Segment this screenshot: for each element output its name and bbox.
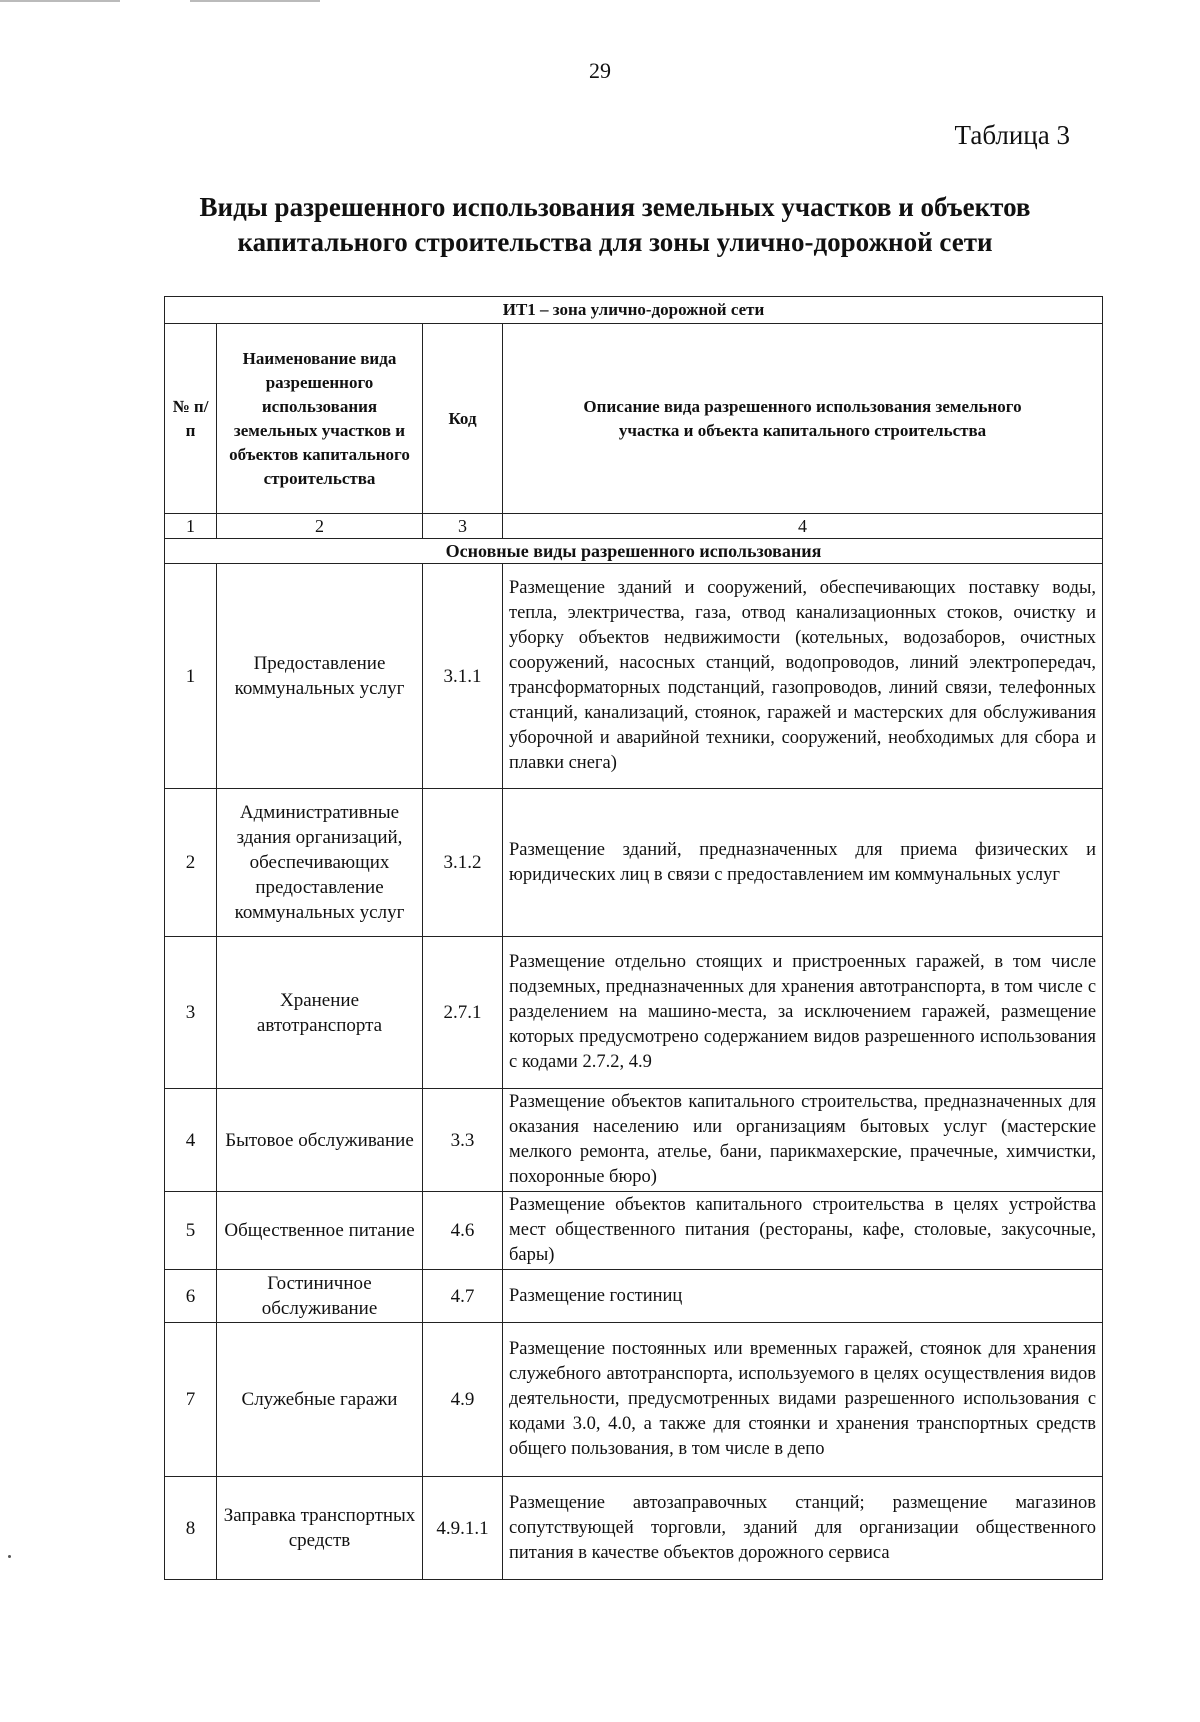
row-code: 4.7 (423, 1270, 503, 1323)
row-description: Размещение гостиниц (503, 1270, 1103, 1323)
table-row (165, 1323, 1103, 1477)
row-code: 2.7.1 (423, 937, 503, 1089)
row-number: 2 (165, 789, 217, 937)
row-number: 6 (165, 1270, 217, 1323)
table-row (165, 1089, 1103, 1192)
column-number: 4 (503, 514, 1103, 539)
row-name: Хранение автотранспорта (217, 937, 423, 1089)
row-name: Заправка транспортных средств (217, 1477, 423, 1580)
row-name: Служебные гаражи (217, 1323, 423, 1477)
table-row (165, 937, 1103, 1089)
table-label: Таблица 3 (954, 120, 1070, 150)
row-code: 4.9.1.1 (423, 1477, 503, 1580)
row-description: Размещение автозаправочных станций; размещение магазинов сопутствующей торговли, зданий для организации общественного питания в качестве объектов дорожного сервиса (503, 1477, 1103, 1580)
land-use-table (164, 296, 1103, 1580)
table-row (165, 1192, 1103, 1270)
table-row (165, 564, 1103, 789)
document-title-line: капитального строительства для зоны улично-дорожной сети (237, 227, 993, 257)
column-header-name: Наименование вида разрешенного использования земельных участков и объектов капитального строительства (217, 324, 423, 514)
column-number: 1 (165, 514, 217, 539)
column-number: 2 (217, 514, 423, 539)
row-number: 8 (165, 1477, 217, 1580)
row-code: 3.1.1 (423, 564, 503, 789)
row-number: 5 (165, 1192, 217, 1270)
row-code: 3.3 (423, 1089, 503, 1192)
row-description: Размещение постоянных или временных гаражей, стоянок для хранения служебного автотранспорта, используемого в целях осуществления видов деятельности, предусмотренных видами разрешенного использования с кодами 3.0, 4.0, а также для стоянки и хранения транспортных средств общего пользования, в том числе в депо (503, 1323, 1103, 1477)
table-row (165, 789, 1103, 937)
row-code: 3.1.2 (423, 789, 503, 937)
row-description: Размещение отдельно стоящих и пристроенных гаражей, в том числе подземных, предназначенных для хранения автотранспорта, в том числе с разделением на машино-места, за исключением гаражей, размещение которых предусмотрено содержанием видов разрешенного использования с кодами 2.7.2, 4.9 (503, 937, 1103, 1089)
table-row (165, 1270, 1103, 1323)
column-header-description: Описание вида разрешенного использования земельного участка и объекта капитального строительства (503, 324, 1103, 514)
row-number: 1 (165, 564, 217, 789)
row-number: 4 (165, 1089, 217, 1192)
row-description: Размещение зданий и сооружений, обеспечивающих поставку воды, тепла, электричества, газа, отвод канализационных стоков, очистку и уборку объектов недвижимости (котельных, водозаборов, очистных сооружений, насосных станций, водопроводов, линий электропередач, трансформаторных подстанций, газопроводов, линий связи, телефонных станций, канализаций, стоянок, гаражей и мастерских для обслуживания уборочной и аварийной техники, сооружений, необходимых для сбора и плавки снега) (503, 564, 1103, 789)
table-row (165, 1477, 1103, 1580)
row-code: 4.6 (423, 1192, 503, 1270)
row-name: Предоставление коммунальных услуг (217, 564, 423, 789)
section-title: Основные виды разрешенного использования (165, 539, 1103, 564)
column-number: 3 (423, 514, 503, 539)
scan-artifact (0, 0, 120, 2)
row-name: Бытовое обслуживание (217, 1089, 423, 1192)
row-code: 4.9 (423, 1323, 503, 1477)
scan-artifact (190, 0, 320, 2)
row-description: Размещение зданий, предназначенных для приема физических и юридических лиц в связи с предоставлением им коммунальных услуг (503, 789, 1103, 937)
row-number: 3 (165, 937, 217, 1089)
row-name: Гостиничное обслуживание (217, 1270, 423, 1323)
row-name: Общественное питание (217, 1192, 423, 1270)
column-header-number: № п/п (165, 324, 217, 514)
scan-speck (8, 1555, 11, 1558)
row-number: 7 (165, 1323, 217, 1477)
document-title-line: Виды разрешенного использования земельных участков и объектов (199, 192, 1031, 222)
row-description: Размещение объектов капитального строительства в целях устройства мест общественного питания (рестораны, кафе, столовые, закусочные, бары) (503, 1192, 1103, 1270)
column-header-code: Код (423, 324, 503, 514)
page-number: 29 (589, 58, 611, 83)
document-title (150, 190, 1080, 260)
row-name: Административные здания организаций, обеспечивающих предоставление коммунальных услуг (217, 789, 423, 937)
zone-header: ИТ1 – зона улично-дорожной сети (165, 297, 1103, 324)
row-description: Размещение объектов капитального строительства, предназначенных для оказания населению или организациям бытовых услуг (мастерские мелкого ремонта, ателье, бани, парикмахерские, прачечные, химчистки, похоронные бюро) (503, 1089, 1103, 1192)
